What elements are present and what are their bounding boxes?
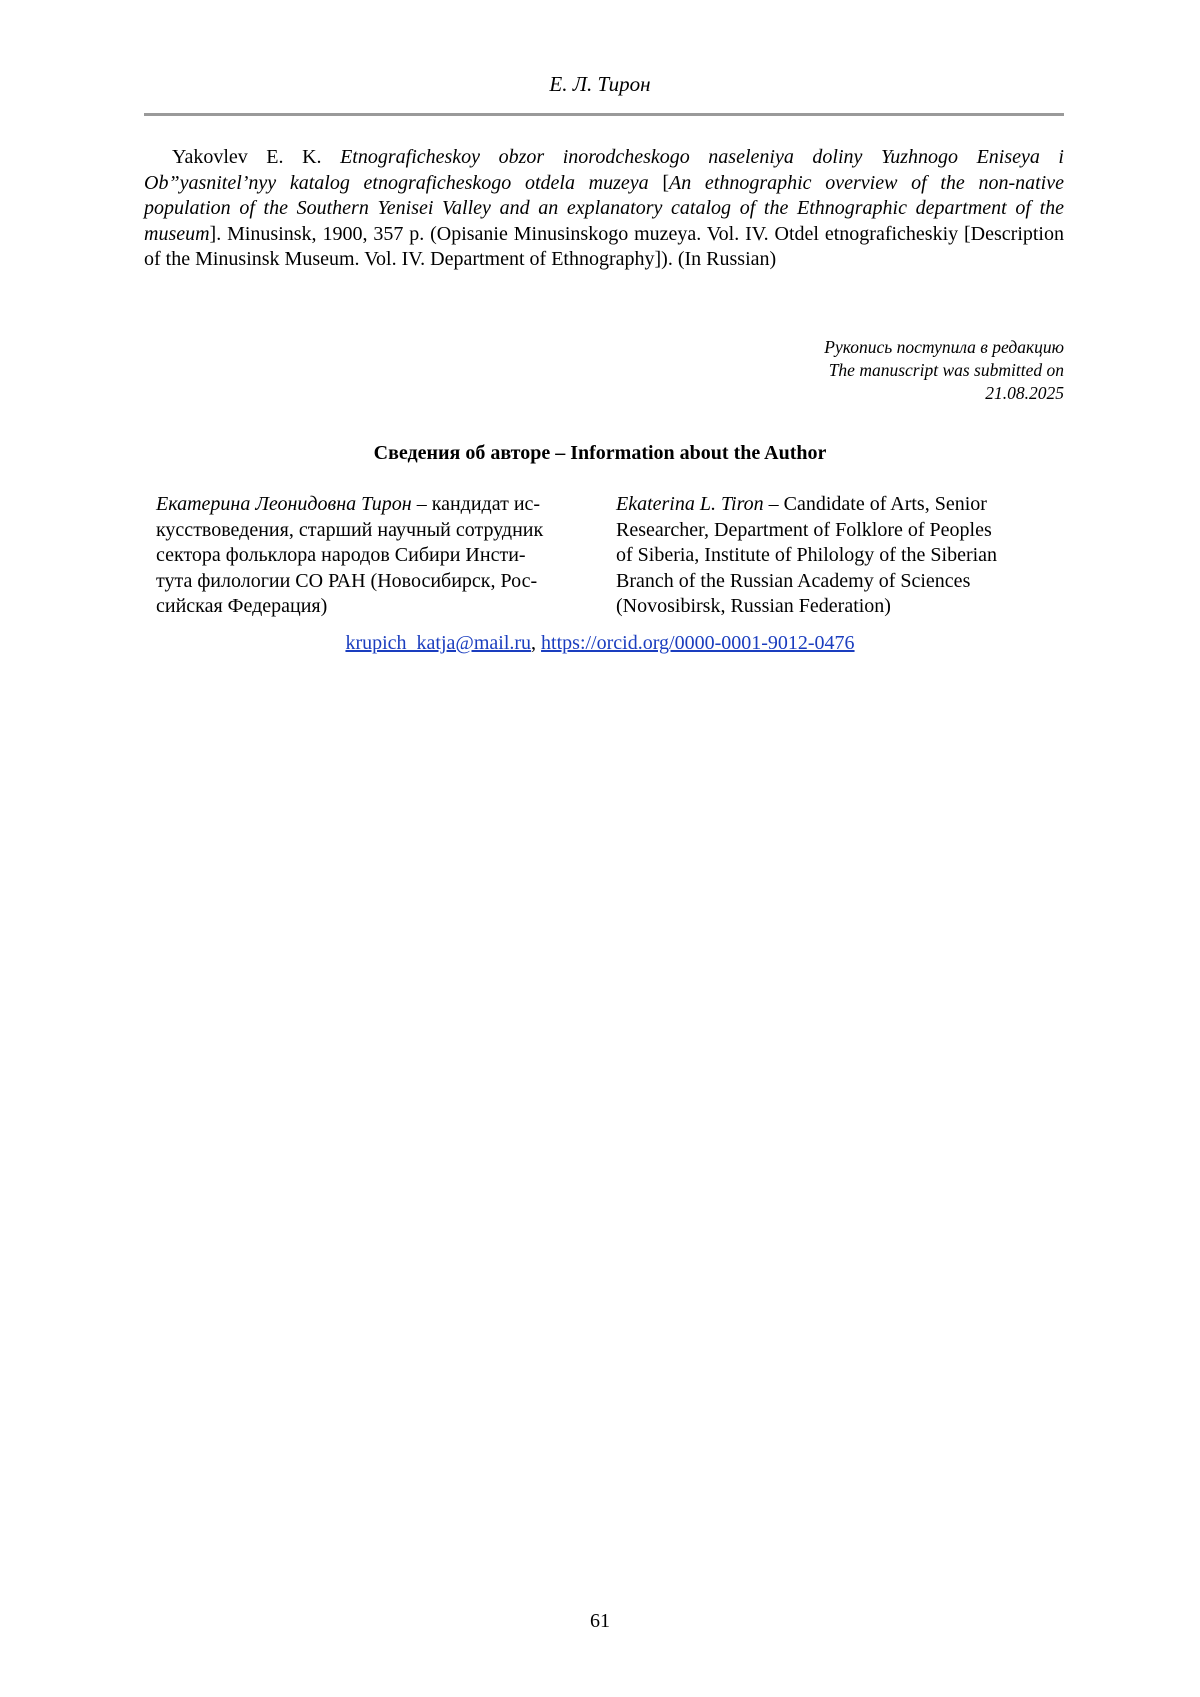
author-line-1 xyxy=(156,492,596,518)
reference-entry xyxy=(144,145,1064,273)
author-line-2: кусствоведения, старший научный сотрудник xyxy=(156,518,544,541)
author-line-1-rest: – кандидат ис- xyxy=(411,493,541,515)
author-info-en xyxy=(616,492,1064,620)
submission-date: 21.08.2025 xyxy=(985,383,1064,403)
author-line-1-rest: – Candidate of Arts, Senior xyxy=(763,493,987,515)
author-line-4: тута филологии СО РАН (Новосибирск, Рос- xyxy=(156,569,538,592)
author-line-2: Researcher, Department of Folklore of Peoples xyxy=(616,518,992,541)
author-name-en: Ekaterina L. Tiron xyxy=(616,493,764,515)
author-line-1 xyxy=(616,492,1064,518)
orcid-link[interactable]: https://orcid.org/0000-0001-9012-0476 xyxy=(541,632,855,654)
author-info-ru xyxy=(156,492,596,620)
author-contacts xyxy=(0,632,1200,655)
author-info-heading: Сведения об авторе – Information about the Author xyxy=(373,442,827,464)
submission-note xyxy=(600,336,1064,405)
author-line-3: of Siberia, Institute of Philology of the Siberian xyxy=(616,544,998,566)
author-line-4: Branch of the Russian Academy of Sciences xyxy=(616,569,971,592)
reference-bracket-open: [ xyxy=(648,171,669,194)
submission-ru: Рукопись поступила в редакцию xyxy=(824,337,1064,357)
author-name-ru: Екатерина Леонидовна Тирон xyxy=(156,493,412,515)
page-number: 61 xyxy=(590,1610,610,1632)
reference-translation: An ethnographic overview of the non-native population of the Southern Yenisei Valley and an explanatory catalog of the Ethnographic department of the museum xyxy=(144,171,1064,245)
header-rule xyxy=(144,113,1064,116)
contacts-separator: , xyxy=(531,632,542,654)
running-title: Е. Л. Тирон xyxy=(549,72,651,96)
author-line-5: сийская Федерация) xyxy=(156,595,328,617)
author-line-5: (Novosibirsk, Russian Federation) xyxy=(616,595,891,617)
submission-en: The manuscript was submitted on xyxy=(828,360,1064,380)
author-line-3: сектора фольклора народов Сибири Инсти- xyxy=(156,544,526,566)
reference-author: Yakovlev E. K. xyxy=(172,146,341,168)
email-link[interactable]: krupich_katja@mail.ru xyxy=(345,632,532,654)
reference-rest: ]. Minusinsk, 1900, 357 p. (Opisanie Minusinskogo muzeya. Vol. IV. Otdel etnograficheskiy [Description of the Minusinsk Museum. Vol. IV. Department of Ethnography]). (In Russian) xyxy=(144,222,1064,270)
reference-title: Etnograficheskoy obzor inorodcheskogo naseleniya doliny Yuzhnogo Eniseya i Ob”yasnitel’nyy katalog etnograficheskogo otdela muzeya xyxy=(144,146,1064,194)
